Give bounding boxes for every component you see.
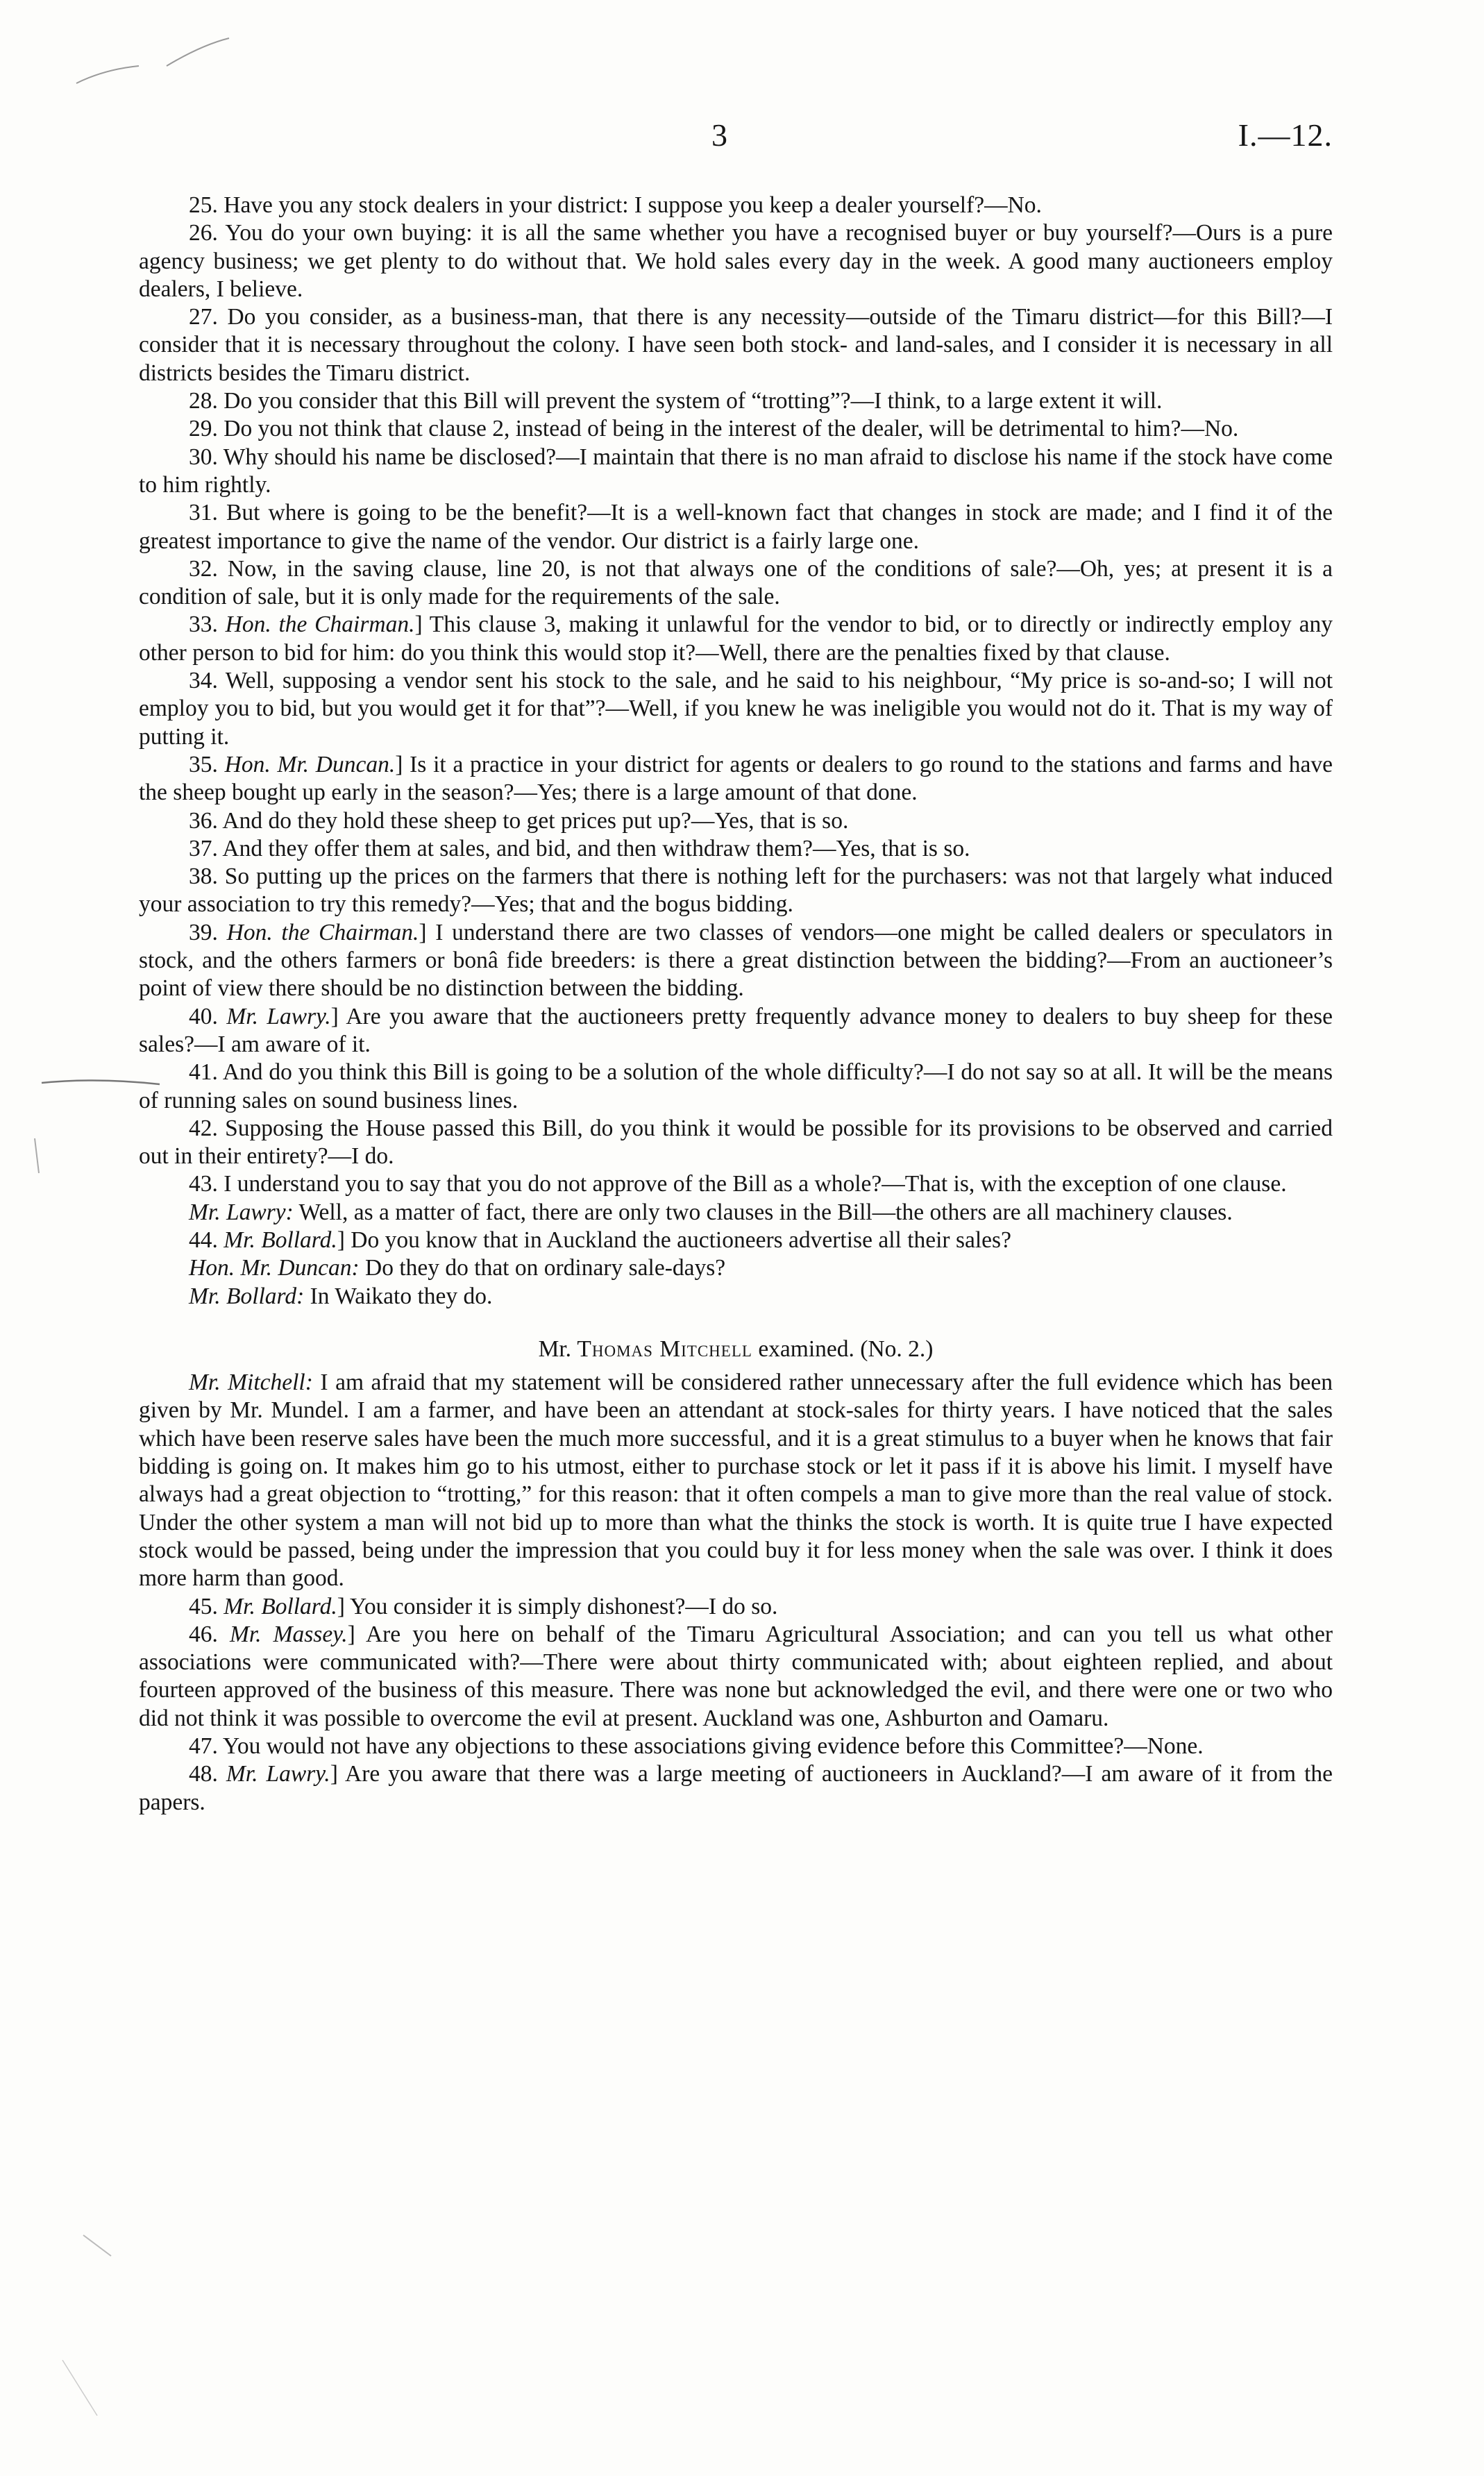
pencil-stroke xyxy=(62,2360,97,2416)
speaker-bracket: ] xyxy=(337,1593,345,1619)
speaker-name: Mr. Mitchell: xyxy=(189,1370,313,1396)
speaker-name: Mr. Lawry. xyxy=(226,1761,330,1787)
paragraph-text: I am afraid that my statement will be considered rather unnecessary after the full evidence which has been given by Mr. Mundel. I am a farmer, and have been an attendant at stock-sales for thirty years. I have noticed that the sales which have been reserve sales have been the much more successful, and it is a great stimulus to a buyer when he knows that fair bidding is going on. It makes him go to his utmost, either to purchase stock or let it pass if it is above his limit. I myself have always had a great objection to “trotting,” for this reason: that it often compels a man to give more than the real value of stock. Under the other system a man will not bid up to more than what the thinks the stock is worth. It is quite true I have expected stock would be passed, being under the impression that you could buy it for less money when the sale was over. I think it does more harm than good. xyxy=(139,1370,1333,1592)
speaker-name: Hon. Mr. Duncan: xyxy=(189,1255,360,1281)
speaker-bracket: ] xyxy=(347,1621,355,1647)
paragraph-text: Why should his name be disclosed?—I maintain that there is no man afraid to disclose his name if the stock have come to him rightly. xyxy=(139,444,1333,498)
question-number: 25. xyxy=(189,192,218,218)
speaker-name: Mr. Lawry. xyxy=(226,1003,331,1029)
speaker-bracket: ] xyxy=(414,612,423,638)
section-suffix: examined. (No. 2.) xyxy=(758,1336,934,1362)
question-number: 46. xyxy=(189,1621,218,1647)
question-number: 43. xyxy=(189,1171,218,1197)
question-number: 28. xyxy=(189,388,218,414)
question-number: 48. xyxy=(189,1761,218,1787)
speaker-name: Mr. Bollard. xyxy=(224,1593,337,1619)
speaker-name: Mr. Lawry: xyxy=(189,1199,294,1225)
paragraph-text: Do you know that in Auckland the auctioneers advertise all their sales? xyxy=(344,1227,1011,1253)
question-paragraph xyxy=(139,1760,1333,1817)
question-paragraph xyxy=(139,1254,1333,1282)
speaker-bracket: ] xyxy=(330,1761,338,1787)
question-paragraph xyxy=(139,415,1333,443)
question-paragraph xyxy=(139,499,1333,555)
question-paragraph xyxy=(139,1115,1333,1171)
question-number: 40. xyxy=(189,1003,218,1029)
paragraph-text: I understand there are two classes of vendors—one might be called dealers or speculators in stock, and the others farmers or bonâ fide breeders: is there a great distinction between the bidding?—From an auctioneer’s point of view there should be no distinction between the bidding. xyxy=(139,919,1333,1002)
paragraph-text: This clause 3, making it unlawful for the vendor to bid, or to directly or indirectly employ any other person to bid for him: do you think this would stop it?—Well, there are the penalties fixed by that clause. xyxy=(139,612,1333,666)
question-number: 47. xyxy=(189,1733,218,1760)
paragraph-text: And do they hold these sheep to get prices put up?—Yes, that is so. xyxy=(222,807,849,834)
question-paragraph xyxy=(139,1170,1333,1198)
question-number: 32. xyxy=(189,555,218,582)
paragraph-text: Are you aware that the auctioneers pretty frequently advance money to dealers to buy sheep for these sales?—I am aware of it. xyxy=(139,1003,1333,1057)
paragraph-text: Do you consider that this Bill will prevent the system of “trotting”?—I think, to a large extent it will. xyxy=(224,388,1163,414)
evidence-part-1 xyxy=(139,192,1333,1311)
page-header xyxy=(0,117,1484,158)
paragraph-text: But where is going to be the benefit?—It is a well-known fact that changes in stock are made; and I find it of the greatest importance to give the name of the vendor. Our district is a fairly large one. xyxy=(139,500,1333,554)
question-paragraph xyxy=(139,1003,1333,1059)
question-number: 26. xyxy=(189,220,218,246)
paragraph-text: Are you aware that there was a large meeting of auctioneers in Auckland?—I am aware of it from the papers. xyxy=(139,1761,1333,1815)
paragraph-text: You consider it is simply dishonest?—I do so. xyxy=(344,1593,778,1619)
pencil-stroke xyxy=(83,2235,111,2256)
paragraph-text: You would not have any objections to these associations giving evidence before this Committee?—None. xyxy=(223,1733,1204,1760)
question-number: 33. xyxy=(189,612,218,638)
paragraph-text: Now, in the saving clause, line 20, is not that always one of the conditions of sale?—Oh, yes; at present it is a condition of sale, but it is only made for the requirements of the sale. xyxy=(139,555,1333,610)
question-number: 37. xyxy=(189,835,218,861)
speaker-name: Mr. Bollard. xyxy=(224,1227,337,1253)
paragraph-text: And do you think this Bill is going to be a solution of the whole difficulty?—I do not say so at all. It will be the means of running sales on sound business lines. xyxy=(139,1059,1333,1113)
question-paragraph xyxy=(139,303,1333,387)
paragraph-text: And they offer them at sales, and bid, and then withdraw them?—Yes, that is so. xyxy=(222,835,970,861)
question-paragraph xyxy=(139,1283,1333,1311)
section-heading xyxy=(139,1336,1333,1363)
body-text xyxy=(139,192,1333,1817)
question-paragraph xyxy=(139,555,1333,612)
question-number: 34. xyxy=(189,668,218,694)
question-number: 39. xyxy=(189,919,218,945)
question-paragraph xyxy=(139,444,1333,500)
speaker-bracket: ] xyxy=(337,1227,345,1253)
speaker-bracket: ] xyxy=(419,919,427,945)
question-paragraph xyxy=(139,919,1333,1003)
question-number: 35. xyxy=(189,751,218,777)
pencil-stroke xyxy=(167,38,229,66)
pencil-stroke xyxy=(76,66,139,83)
question-number: 45. xyxy=(189,1593,218,1619)
question-paragraph xyxy=(139,1059,1333,1115)
question-paragraph xyxy=(139,835,1333,863)
witness-name: Thomas Mitchell xyxy=(577,1336,752,1362)
question-number: 30. xyxy=(189,444,218,470)
question-number: 29. xyxy=(189,416,218,442)
question-paragraph xyxy=(139,807,1333,835)
question-paragraph xyxy=(139,1227,1333,1254)
paragraph-text: You do your own buying: it is all the same whether you have a recognised buyer or buy yourself?—Ours is a pure agency business; we get plenty to do without that. We hold sales every day in the week. A good many auctioneers employ dealers, I believe. xyxy=(139,220,1333,302)
paragraph-text: Have you any stock dealers in your district: I suppose you keep a dealer yourself?—No. xyxy=(224,192,1042,218)
pencil-stroke xyxy=(35,1138,39,1173)
paragraph-text: Are you here on behalf of the Timaru Agricultural Association; and can you tell us what other associations were communicated with?—There were about thirty communicated with; about eighteen replied, and about fourteen approved of the business of this measure. There was none but acknowledged the evil, and there were one or two who did not think it was possible to overcome the evil at present. Auckland was one, Ashburton and Oamaru. xyxy=(139,1621,1333,1731)
paragraph-text: Is it a practice in your district for agents or dealers to go round to the stations and farms and have the sheep bought up early in the season?—Yes; there is a large amount of that done. xyxy=(139,751,1333,806)
paragraph-text: Well, supposing a vendor sent his stock to the sale, and he said to his neighbour, “My price is so-and-so; I will not employ you to bid, but you would get it for that”?—Well, if you knew he was ineligible you would not do it. That is my way of putting it. xyxy=(139,668,1333,750)
paragraph-text: Well, as a matter of fact, there are only two clauses in the Bill—the others are all machinery clauses. xyxy=(293,1199,1233,1225)
question-paragraph xyxy=(139,1733,1333,1760)
question-paragraph xyxy=(139,1593,1333,1621)
question-paragraph xyxy=(139,219,1333,303)
question-number: 42. xyxy=(189,1115,218,1141)
speaker-name: Mr. Bollard: xyxy=(189,1283,305,1309)
question-number: 38. xyxy=(189,864,218,890)
question-number: 36. xyxy=(189,807,218,834)
question-paragraph xyxy=(139,667,1333,751)
question-paragraph xyxy=(139,863,1333,919)
question-paragraph xyxy=(139,751,1333,807)
speaker-name: Hon. the Chairman. xyxy=(225,612,415,638)
question-paragraph xyxy=(139,192,1333,219)
paragraph-text: So putting up the prices on the farmers that there is nothing left for the purchasers: was not that largely what induced your association to try this remedy?—Yes; that and the bogus bidding. xyxy=(139,864,1333,918)
question-number: 44. xyxy=(189,1227,218,1253)
page-number: 3 xyxy=(711,117,727,153)
paragraph-text: Do you not think that clause 2, instead of being in the interest of the dealer, will be detrimental to him?—No. xyxy=(224,416,1239,442)
section-prefix: Mr. xyxy=(538,1336,572,1362)
question-number: 27. xyxy=(189,304,218,330)
question-paragraph xyxy=(139,611,1333,667)
question-paragraph xyxy=(139,1199,1333,1227)
paragraph-text: Do you consider, as a business-man, that there is any necessity—outside of the Timaru district—for this Bill?—I consider that it is necessary throughout the colony. I have seen both stock- and land-sales, and I consider it is necessary in all districts besides the Timaru district. xyxy=(139,304,1333,386)
speaker-name: Hon. the Chairman. xyxy=(226,919,419,945)
question-number: 31. xyxy=(189,500,218,526)
speaker-bracket: ] xyxy=(395,751,403,777)
question-paragraph xyxy=(139,1369,1333,1592)
speaker-name: Hon. Mr. Duncan. xyxy=(224,751,396,777)
paragraph-text: I understand you to say that you do not approve of the Bill as a whole?—That is, with the exception of one clause. xyxy=(224,1171,1287,1197)
paragraph-text: Do they do that on ordinary sale-days? xyxy=(359,1255,726,1281)
evidence-part-2 xyxy=(139,1369,1333,1817)
question-paragraph xyxy=(139,1621,1333,1733)
question-number: 41. xyxy=(189,1059,218,1086)
paragraph-text: Supposing the House passed this Bill, do you think it would be possible for its provisions to be observed and carried out in their entirety?—I do. xyxy=(139,1115,1333,1170)
question-paragraph xyxy=(139,387,1333,415)
document-reference: I.—12. xyxy=(1238,117,1333,153)
speaker-bracket: ] xyxy=(330,1003,339,1029)
paragraph-text: In Waikato they do. xyxy=(304,1283,493,1309)
speaker-name: Mr. Massey. xyxy=(229,1621,348,1647)
